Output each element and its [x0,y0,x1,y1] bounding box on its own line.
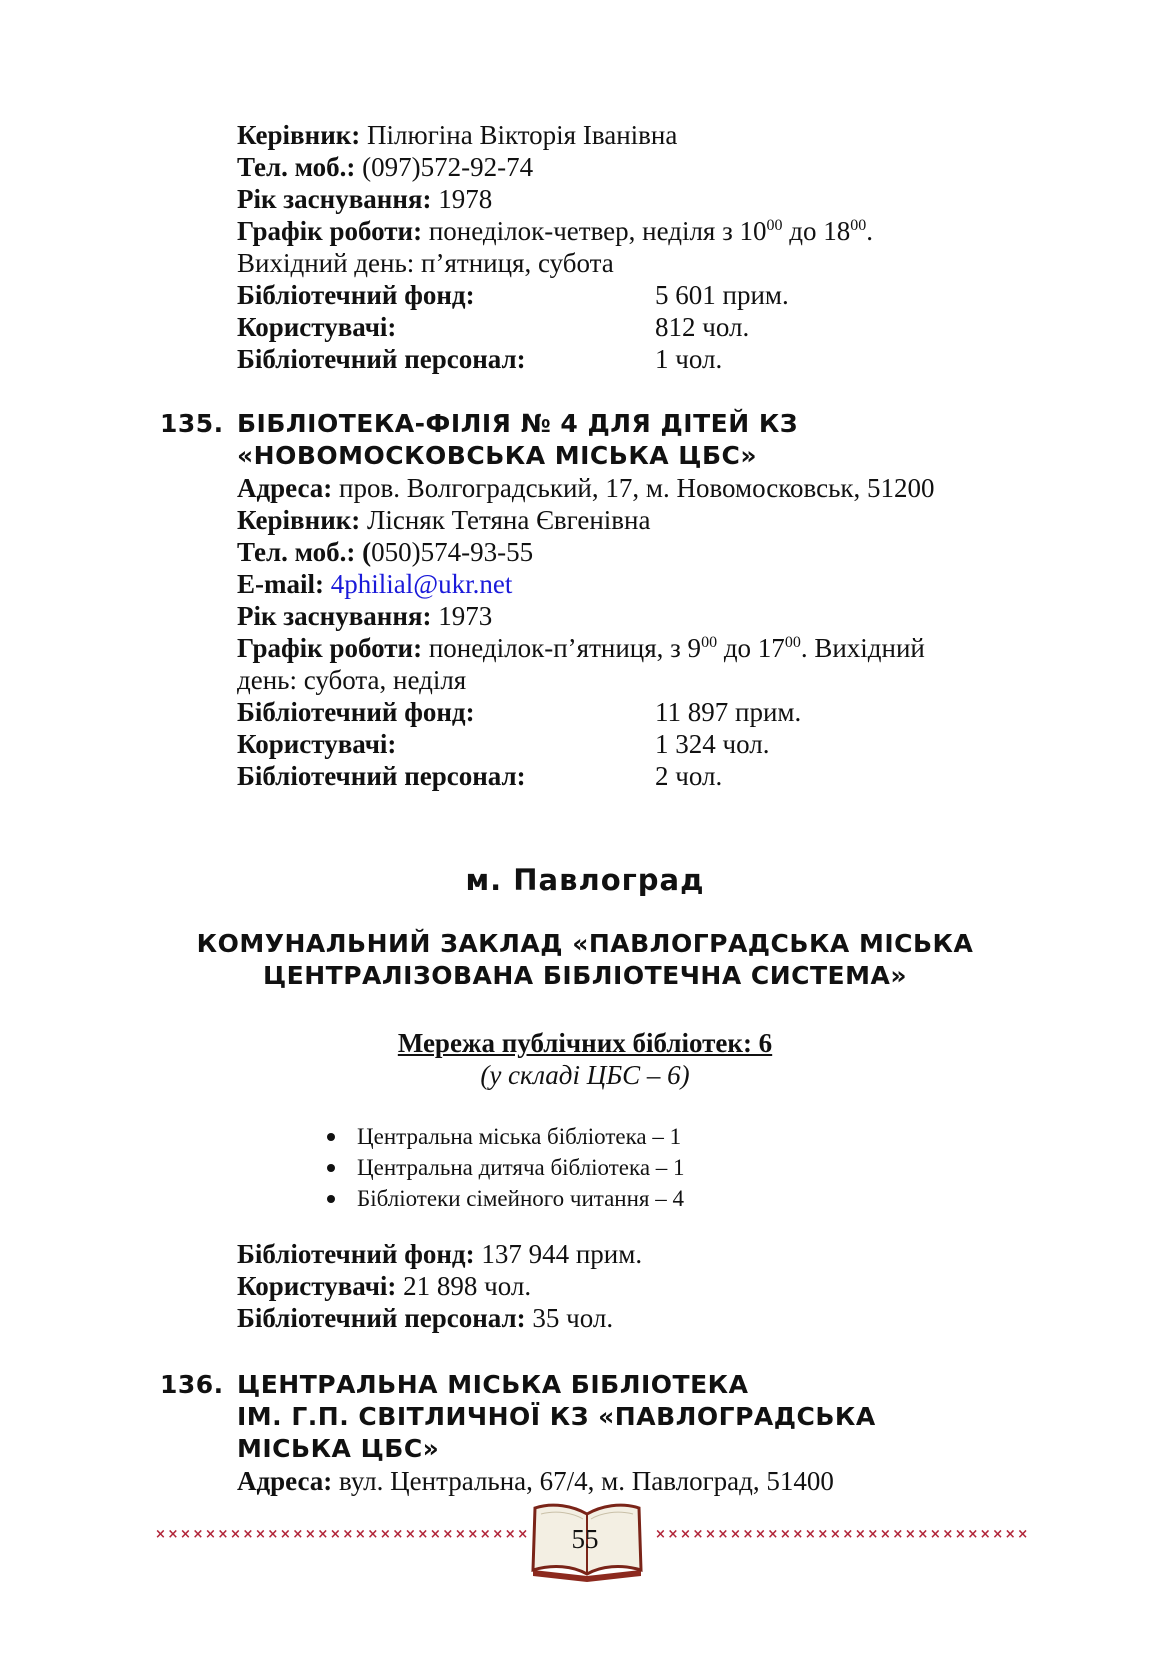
fund-line [237,696,1037,728]
founded-label: Рік заснування: [237,601,432,631]
dayoff-line: день: субота, неділя [237,665,467,695]
address-line [237,472,935,504]
schedule-text: до 17 [717,633,785,663]
list-item: Бібліотеки сімейного читання – 4 [322,1183,685,1214]
org-title: ЦЕНТРАЛІЗОВАНА БІБЛІОТЕЧНА СИСТЕМА» [262,961,908,990]
fund-line [237,279,1037,311]
network-subtitle: (у складі ЦБС – 6) [480,1060,690,1090]
staff-label: Бібліотечний персонал: [237,761,526,791]
director-line [237,504,650,536]
entry-number: 136. [160,1370,224,1399]
fund-value: 11 897 прим. [655,697,802,727]
schedule-text: понеділок-четвер, неділя з 10 [422,216,767,246]
fund-value: 5 601 прим. [655,280,789,310]
fund-label: Бібліотечний фонд: [237,697,475,727]
staff-label: Бібліотечний персонал: [237,1303,526,1333]
schedule-text: до 18 [782,216,851,246]
address-label: Адреса: [237,1466,333,1496]
staff-line [237,343,1037,375]
footer-ornament-right: ×××××××××××××××××××××××××××××× [655,1527,1030,1542]
director-label: Керівник: [237,120,361,150]
library-type-list [322,1121,685,1214]
schedule-sup: 00 [850,217,867,234]
entry-title: «НОВОМОСКОВСЬКА МІСЬКА ЦБС» [237,441,758,470]
org-users-line [237,1270,531,1302]
founded-value: 1973 [431,601,493,631]
entry-number: 135. [160,409,224,438]
users-line [237,311,1037,343]
org-title: КОМУНАЛЬНИЙ ЗАКЛАД «ПАВЛОГРАДСЬКА МІСЬКА [196,929,974,958]
users-label: Користувачі: [237,312,397,342]
staff-value: 35 чол. [525,1303,614,1333]
director-value: Лісняк Тетяна Євгенівна [360,505,651,535]
director-label: Керівник: [237,505,361,535]
schedule-label: Графік роботи: [237,216,423,246]
entry-title: БІБЛІОТЕКА-ФІЛІЯ № 4 ДЛЯ ДІТЕЙ КЗ [237,409,799,438]
list-item: Центральна дитяча бібліотека – 1 [322,1152,685,1183]
list-item: Центральна міська бібліотека – 1 [322,1121,685,1152]
entry-title: ІМ. Г.П. СВІТЛИЧНОЇ КЗ «ПАВЛОГРАДСЬКА [237,1402,876,1431]
network-heading [0,1027,1170,1059]
staff-value: 2 чол. [655,761,723,791]
staff-value: 1 чол. [655,344,723,374]
org-staff-line [237,1302,613,1334]
fund-value: 137 944 прим. [474,1239,643,1269]
address-line [237,1465,834,1497]
phone-value: (097)572-92-74 [355,152,534,182]
fund-label: Бібліотечний фонд: [237,280,475,310]
entry-title: ЦЕНТРАЛЬНА МІСЬКА БІБЛІОТЕКА [237,1370,749,1399]
address-value: пров. Волгоградський, 17, м. Новомосковськ, 51200 [332,473,935,503]
entry-title: МІСЬКА ЦБС» [237,1434,440,1463]
founded-line [237,600,492,632]
staff-line [237,760,1037,792]
network-title: Мережа публічних бібліотек: 6 [397,1028,773,1058]
phone-label: Тел. моб.: ( [237,537,372,567]
phone-label: Тел. моб.: [237,152,356,182]
city-heading: м. Павлоград [465,863,705,897]
phone-line [237,536,533,568]
page-number: 55 [571,1524,599,1554]
founded-value: 1978 [431,184,493,214]
director-value: Пілюгіна Вікторія Іванівна [360,120,678,150]
schedule-sup: 00 [784,634,801,651]
org-fund-line [237,1238,642,1270]
users-value: 21 898 чол. [396,1271,532,1301]
address-label: Адреса: [237,473,333,503]
users-label: Користувачі: [237,1271,397,1301]
email-link[interactable]: 4philial@ukr.net [330,569,513,599]
fund-label: Бібліотечний фонд: [237,1239,475,1269]
director-line [237,119,677,151]
schedule-text: . [866,216,874,246]
phone-value: 050)574-93-55 [371,537,534,567]
schedule-text: понеділок-п’ятниця, з 9 [422,633,702,663]
phone-line [237,151,533,183]
address-value: вул. Центральна, 67/4, м. Павлоград, 51400 [332,1466,834,1496]
dayoff-line: Вихідний день: п’ятниця, субота [237,248,614,278]
schedule-line [237,215,873,247]
staff-label: Бібліотечний персонал: [237,344,526,374]
schedule-line [237,632,925,664]
users-label: Користувачі: [237,729,397,759]
schedule-sup: 00 [766,217,783,234]
email-label: E-mail: [237,569,324,599]
email-line [237,568,512,600]
users-line [237,728,1037,760]
founded-line [237,183,492,215]
users-value: 812 чол. [655,312,750,342]
users-value: 1 324 чол. [655,729,770,759]
founded-label: Рік заснування: [237,184,432,214]
schedule-text: . Вихідний [800,633,925,663]
schedule-label: Графік роботи: [237,633,423,663]
schedule-sup: 00 [701,634,718,651]
footer-ornament-left: ×××××××××××××××××××××××××××××× [155,1527,530,1542]
